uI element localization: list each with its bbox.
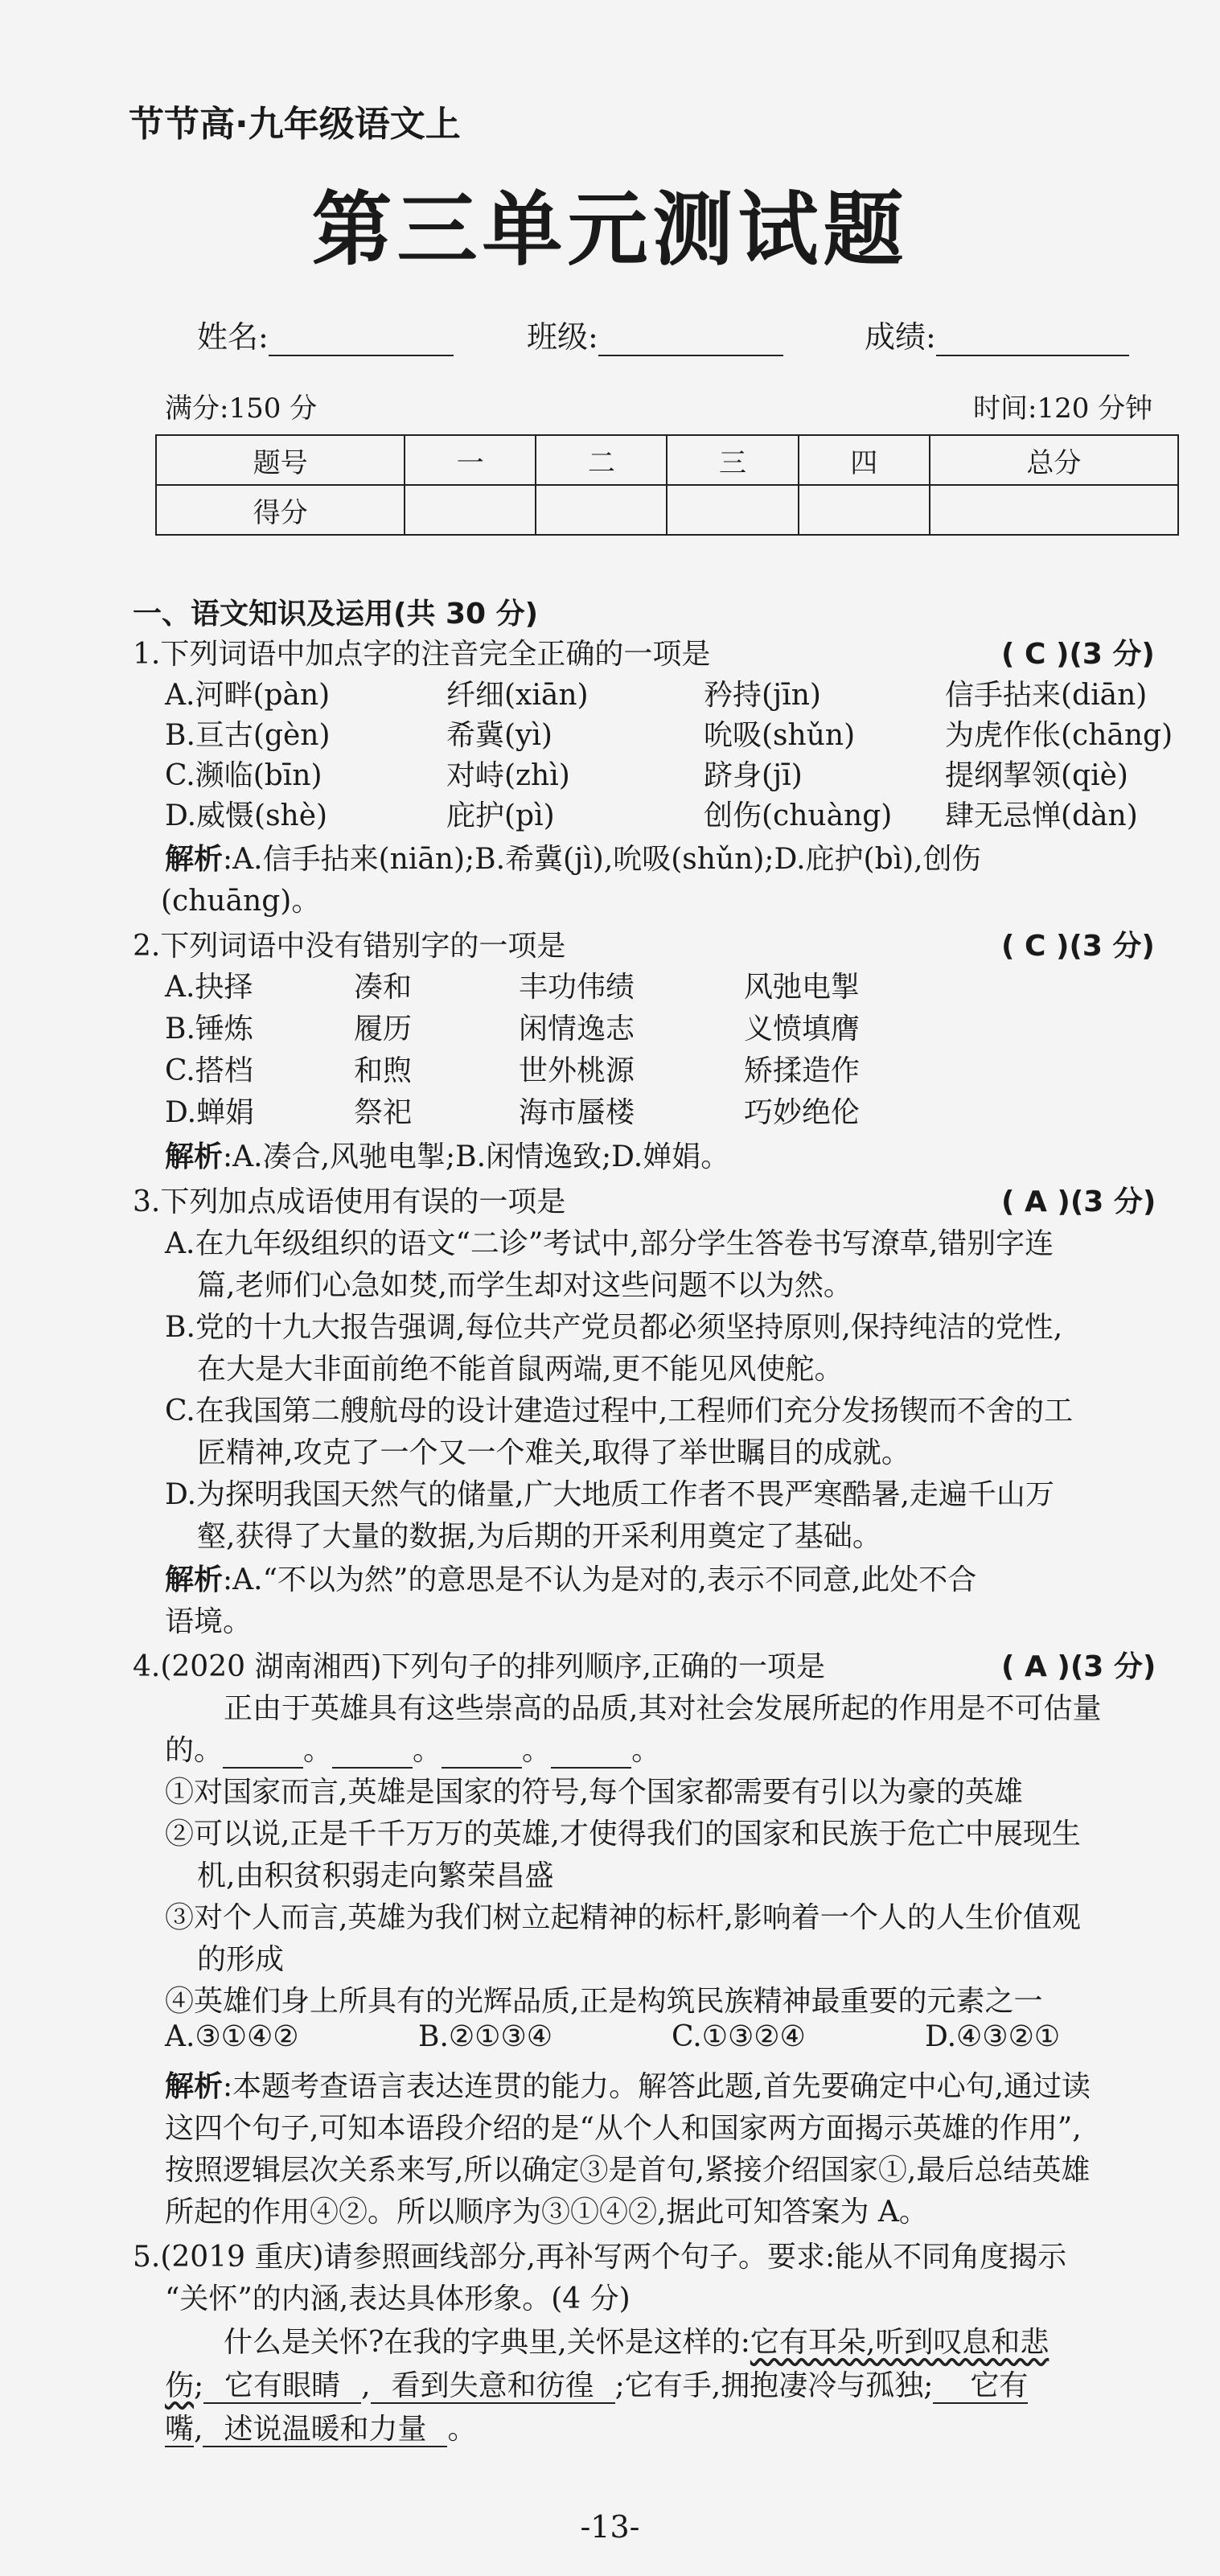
- q2-option-word: 海市蜃楼: [519, 1096, 635, 1129]
- q1-option-word: 跻身(jī): [704, 759, 803, 792]
- book-header: 节节高·九年级语文上: [129, 104, 461, 145]
- q4-analysis: 解析:本题考查语言表达连贯的能力。解答此题,首先要确定中心句,通过读: [165, 2070, 1091, 2103]
- q1-analysis-cont: (chuāng)。: [161, 885, 321, 918]
- score-input-cell[interactable]: [405, 485, 536, 535]
- table-cell: 题号: [156, 435, 405, 485]
- q4-intro: 正由于英雄具有这些崇高的品质,其对社会发展所起的作用是不可估量: [224, 1692, 1102, 1725]
- q3-option-b-cont: 在大是大非面前绝不能首鼠两端,更不能见风使舵。: [197, 1353, 844, 1386]
- q4-analysis-cont: 按照逻辑层次关系来写,所以确定③是首句,紧接介绍国家①,最后总结英雄: [165, 2154, 1091, 2187]
- q1-option-word: 希冀(yì): [446, 719, 552, 752]
- time-limit: 时间:120 分钟: [973, 392, 1153, 425]
- q3-option-a-cont: 篇,老师们心急如焚,而学生却对这些问题不以为然。: [197, 1269, 852, 1302]
- q3-answer: ( A )(3 分): [1001, 1185, 1156, 1218]
- q1-option-word: 提纲挈领(qiè): [945, 759, 1128, 792]
- table-cell: 二: [536, 435, 667, 485]
- q1-option-word: 肆无忌惮(dàn): [945, 799, 1138, 832]
- q1-option-word: 吮吸(shǔn): [704, 719, 856, 752]
- q2-analysis: 解析:A.凑合,风驰电掣;B.闲情逸致;D.婵娟。: [165, 1140, 730, 1173]
- q1-option-word: 纤细(xiān): [446, 679, 589, 712]
- q3-analysis-cont: 语境。: [165, 1605, 253, 1638]
- q3-option-c: C.在我国第二艘航母的设计建造过程中,工程师们充分发扬锲而不舍的工: [165, 1395, 1074, 1428]
- q2-option-word: 祭祀: [354, 1096, 413, 1129]
- score-input-cell[interactable]: [799, 485, 930, 535]
- q2-option-c: C.搭档: [165, 1054, 253, 1087]
- q4-analysis-cont: 这四个句子,可知本语段介绍的是“从个人和国家两方面揭示英雄的作用”,: [165, 2112, 1082, 2145]
- q2-option-word: 风弛电掣: [744, 971, 861, 1004]
- q4-answer: ( A )(3 分): [1001, 1650, 1156, 1683]
- q4-sentence: ②可以说,正是千千万万的英雄,才使得我们的国家和民族于危亡中展现生: [165, 1818, 1081, 1851]
- q4-choice-c: C.①③②④: [672, 2020, 806, 2053]
- q1-option-word: 庇护(pì): [446, 799, 555, 832]
- score-input-cell[interactable]: [930, 485, 1178, 535]
- q5-answer-2: 看到失意和彷徨: [371, 2369, 615, 2404]
- q2-option-word: 丰功伟绩: [519, 971, 635, 1004]
- q4-sentence-cont: 的形成: [197, 1943, 285, 1976]
- score-table-header-row: [156, 435, 1178, 485]
- q2-option-word: 巧妙绝伦: [744, 1096, 861, 1129]
- q1-answer: ( C )(3 分): [1001, 638, 1155, 671]
- q4-blanks: 的。 。 。 。 。: [165, 1734, 661, 1767]
- q4-analysis-cont: 所起的作用④②。所以顺序为③①④②,据此可知答案为 A。: [165, 2196, 928, 2229]
- q1-option-word: 为虎作伥(chāng): [945, 719, 1173, 752]
- q2-option-d: D.蝉娟: [165, 1096, 255, 1129]
- q4-choice-a: A.③①④②: [165, 2020, 299, 2053]
- q3-option-d: D.为探明我国天然气的储量,广大地质工作者不畏严寒酷暑,走遍千山万: [165, 1478, 1054, 1511]
- table-cell: 总分: [930, 435, 1178, 485]
- q2-option-word: 履历: [354, 1013, 413, 1046]
- q4-choice-b: B.②①③④: [418, 2020, 552, 2053]
- q3-option-c-cont: 匠精神,攻克了一个又一个难关,取得了举世瞩目的成就。: [197, 1436, 910, 1469]
- q2-option-word: 世外桃源: [519, 1054, 635, 1087]
- q1-option-word: 矜持(jīn): [704, 679, 821, 712]
- score-input-cell[interactable]: [667, 485, 798, 535]
- table-cell: 一: [405, 435, 536, 485]
- q2-option-word: 矫揉造作: [744, 1054, 861, 1087]
- section-heading: 一、语文知识及运用(共 30 分): [133, 598, 539, 631]
- q3-option-b: B.党的十九大报告强调,每位共产党员都必须坚持原则,保持纯洁的党性,: [165, 1311, 1063, 1344]
- q4-sentence-cont: 机,由积贫积弱走向繁荣昌盛: [197, 1859, 554, 1892]
- q1-option-word: 对峙(zhì): [446, 759, 570, 792]
- q3-stem: 3.下列加点成语使用有误的一项是: [133, 1185, 566, 1218]
- q2-option-word: 义愤填膺: [744, 1013, 861, 1046]
- table-cell: 四: [799, 435, 930, 485]
- q2-stem: 2.下列词语中没有错别字的一项是: [133, 930, 566, 963]
- table-cell: 得分: [156, 485, 405, 535]
- q4-stem: 4.(2020 湖南湘西)下列句子的排列顺序,正确的一项是: [133, 1650, 825, 1683]
- class-field[interactable]: 班级:: [527, 312, 783, 356]
- q2-option-b: B.锤炼: [165, 1013, 253, 1046]
- q2-option-a: A.抉择: [165, 971, 253, 1004]
- q2-option-word: 凑和: [354, 971, 413, 1004]
- q1-option-word: 信手拈来(diān): [945, 679, 1148, 712]
- q5-answer-3: 它有: [933, 2369, 1028, 2404]
- q1-stem: 1.下列词语中加点字的注音完全正确的一项是: [133, 638, 711, 671]
- score-input-cell[interactable]: [536, 485, 667, 535]
- q2-option-word: 和煦: [354, 1054, 413, 1087]
- q1-option-c: C.濒临(bīn): [165, 759, 322, 792]
- q2-answer: ( C )(3 分): [1001, 930, 1155, 963]
- q5-stem: 5.(2019 重庆)请参照画线部分,再补写两个句子。要求:能从不同角度揭示: [133, 2241, 1067, 2274]
- q5-paragraph-cont: 嘴, 述说温暖和力量 。: [165, 2413, 477, 2446]
- q5-stem-cont: “关怀”的内涵,表达具体形象。(4 分): [165, 2282, 631, 2315]
- q5-answer-3-cont: 嘴: [165, 2413, 195, 2446]
- q1-option-b: B.亘古(gèn): [165, 719, 331, 752]
- q4-sentence: ①对国家而言,英雄是国家的符号,每个国家都需要有引以为豪的英雄: [165, 1776, 1023, 1809]
- q1-analysis: 解析:A.信手拈来(niān);B.希冀(jì),吮吸(shǔn);D.庇护(bì),创伤: [165, 843, 981, 876]
- q5-paragraph: 什么是关怀?在我的字典里,关怀是这样的:它有耳朵,听到叹息和悲: [224, 2326, 1050, 2359]
- q3-analysis: 解析:A.“不以为然”的意思是不认为是对的,表示不同意,此处不合: [165, 1563, 977, 1596]
- q1-option-a: A.河畔(pàn): [165, 679, 331, 712]
- q5-answer-4: 述说温暖和力量: [203, 2413, 447, 2447]
- page-number: -13-: [580, 2509, 640, 2545]
- q2-option-word: 闲情逸志: [519, 1013, 635, 1046]
- q5-paragraph-cont: 伤; 它有眼睛 , 看到失意和彷徨 ;它有手,拥抱凄冷与孤独; 它有: [165, 2369, 1029, 2402]
- q1-option-word: 创伤(chuàng): [704, 799, 893, 832]
- q3-option-a: A.在九年级组织的语文“二诊”考试中,部分学生答卷书写潦草,错别字连: [165, 1227, 1054, 1260]
- score-table: [155, 434, 1179, 536]
- name-field[interactable]: 姓名:: [197, 312, 454, 356]
- q4-choice-d: D.④③②①: [925, 2020, 1061, 2053]
- q1-option-d: D.威慑(shè): [165, 799, 328, 832]
- q4-sentence: ④英雄们身上所具有的光辉品质,正是构筑民族精神最重要的元素之一: [165, 1985, 1043, 2018]
- q4-sentence: ③对个人而言,英雄为我们树立起精神的标杆,影响着一个人的人生价值观: [165, 1901, 1081, 1934]
- q3-option-d-cont: 壑,获得了大量的数据,为后期的开采利用奠定了基础。: [197, 1520, 881, 1553]
- table-cell: 三: [667, 435, 798, 485]
- score-field[interactable]: 成绩:: [865, 312, 1129, 356]
- page-title: 第三单元测试题: [311, 183, 909, 277]
- score-table-score-row: [156, 485, 1178, 535]
- full-score: 满分:150 分: [165, 392, 318, 425]
- q5-answer-1: 它有眼睛: [203, 2369, 361, 2404]
